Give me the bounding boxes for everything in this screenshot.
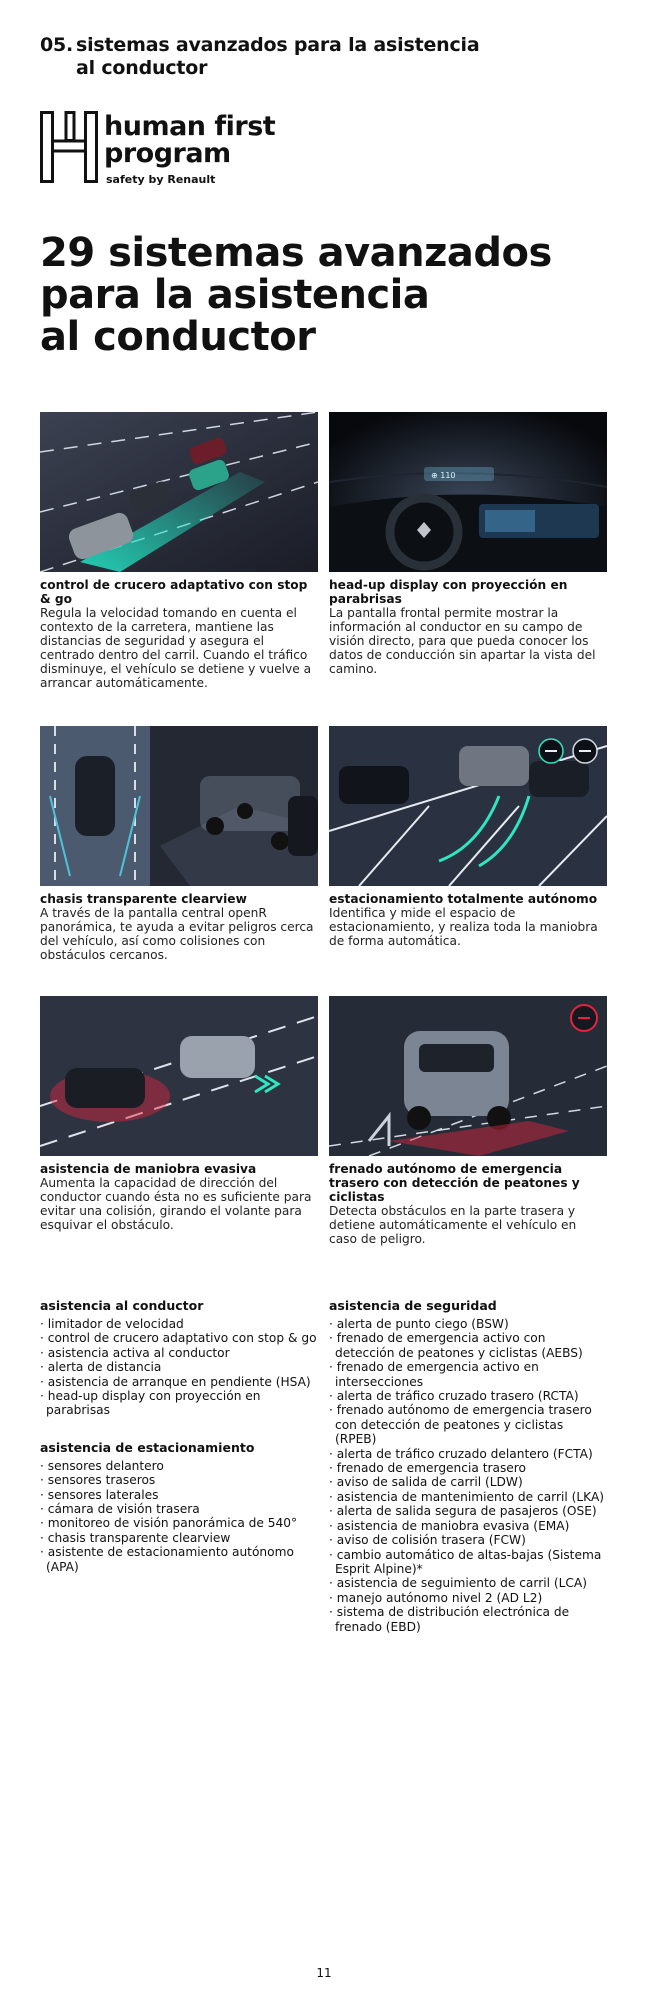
list-item: · sensores traseros bbox=[40, 1473, 318, 1487]
list-item: · alerta de tráfico cruzado trasero (RCTA) bbox=[329, 1389, 607, 1403]
logo-title bbox=[104, 113, 275, 167]
feature-title: chasis transparente clearview bbox=[40, 892, 247, 906]
list-item: · frenado de emergencia activo en intersecciones bbox=[329, 1360, 607, 1389]
list-item: · asistencia de seguimiento de carril (LCA) bbox=[329, 1576, 607, 1590]
list-item: · chasis transparente clearview bbox=[40, 1531, 318, 1545]
feature-title: frenado autónomo de emergencia trasero con detección de peatones y ciclistas bbox=[329, 1162, 580, 1204]
driver-assist-list bbox=[40, 1317, 318, 1418]
list-item: · alerta de salida segura de pasajeros (OSE) bbox=[329, 1504, 607, 1518]
logo-title-line2: program bbox=[104, 138, 231, 169]
feature-title: head-up display con proyección en parabrisas bbox=[329, 578, 568, 606]
section-title-line1: sistemas avanzados para la asistencia bbox=[76, 34, 480, 56]
feature-card-clearview bbox=[40, 726, 318, 962]
feature-card-evasive bbox=[40, 996, 318, 1232]
feature-description: Regula la velocidad tomando en cuenta el contexto de la carretera, mantiene las distancias de seguridad y asegura el centrado dentro del carril. Cuando el tráfico disminuye, el vehículo se detiene y vuelve a arrancar automáticamente. bbox=[40, 606, 312, 690]
headline-line1: 29 sistemas avanzados bbox=[40, 230, 552, 276]
clearview-chassis-illustration bbox=[40, 726, 318, 886]
section-title-line2: al conductor bbox=[76, 57, 208, 79]
list-item: · cambio automático de altas-bajas (Sistema Esprit Alpine)* bbox=[329, 1548, 607, 1577]
head-up-display-illustration bbox=[329, 412, 607, 572]
list-item: · frenado de emergencia activo con detección de peatones y ciclistas (AEBS) bbox=[329, 1331, 607, 1360]
list-item: · alerta de tráfico cruzado delantero (FCTA) bbox=[329, 1447, 607, 1461]
feature-title: control de crucero adaptativo con stop & go bbox=[40, 578, 308, 606]
section-header bbox=[40, 34, 600, 80]
list-item: · sensores delantero bbox=[40, 1459, 318, 1473]
feature-description: Detecta obstáculos en la parte trasera y detiene automáticamente el vehículo en caso de peligro. bbox=[329, 1204, 577, 1246]
list-item: · alerta de punto ciego (BSW) bbox=[329, 1317, 607, 1331]
feature-card-hud bbox=[329, 412, 607, 676]
driver-assist-heading: asistencia al conductor bbox=[40, 1298, 204, 1313]
list-item: · asistente de estacionamiento autónomo (APA) bbox=[40, 1545, 318, 1574]
list-item: · asistencia de mantenimiento de carril (LKA) bbox=[329, 1490, 607, 1504]
list-item: · head-up display con proyección en parabrisas bbox=[40, 1389, 318, 1418]
assist-lists-left bbox=[40, 1298, 318, 1574]
list-item: · asistencia de maniobra evasiva (EMA) bbox=[329, 1519, 607, 1533]
feature-description: A través de la pantalla central openR panorámica, te ayuda a evitar peligros cerca del vehículo, así como colisiones con obstáculos cercanos. bbox=[40, 906, 314, 962]
list-item: · asistencia activa al conductor bbox=[40, 1346, 318, 1360]
adaptive-cruise-illustration bbox=[40, 412, 318, 572]
assist-lists-right bbox=[329, 1298, 607, 1634]
list-item: · control de crucero adaptativo con stop & go bbox=[40, 1331, 318, 1345]
headline-line2: para la asistencia bbox=[40, 272, 430, 318]
feature-description: Identifica y mide el espacio de estacionamiento, y realiza toda la maniobra de forma automática. bbox=[329, 906, 598, 948]
feature-card-rear-aeb bbox=[329, 996, 607, 1246]
logo-subtitle: safety by Renault bbox=[106, 173, 216, 186]
safety-assist-list bbox=[329, 1317, 607, 1634]
human-first-program-logo bbox=[40, 111, 340, 189]
list-item: · limitador de velocidad bbox=[40, 1317, 318, 1331]
parking-assist-heading: asistencia de estacionamiento bbox=[40, 1439, 255, 1455]
list-item: · asistencia de arranque en pendiente (HSA) bbox=[40, 1375, 318, 1389]
logo-title-line1: human first bbox=[104, 111, 276, 142]
feature-card-parking bbox=[329, 726, 607, 948]
page-headline bbox=[40, 232, 600, 358]
list-item: · frenado de emergencia trasero bbox=[329, 1461, 607, 1475]
h-monogram-icon bbox=[40, 111, 98, 183]
list-item: · aviso de salida de carril (LDW) bbox=[329, 1475, 607, 1489]
list-item: · alerta de distancia bbox=[40, 1360, 318, 1374]
autonomous-parking-illustration bbox=[329, 726, 607, 886]
list-item: · sistema de distribución electrónica de frenado (EBD) bbox=[329, 1605, 607, 1634]
evasive-maneuver-illustration bbox=[40, 996, 318, 1156]
safety-assist-heading: asistencia de seguridad bbox=[329, 1298, 497, 1313]
list-item: · sensores laterales bbox=[40, 1488, 318, 1502]
list-item: · monitoreo de visión panorámica de 540° bbox=[40, 1516, 318, 1530]
parking-assist-list bbox=[40, 1459, 318, 1574]
feature-description: Aumenta la capacidad de dirección del conductor cuando ésta no es suficiente para evitar una colisión, girando el volante para esquivar el obstáculo. bbox=[40, 1176, 312, 1232]
feature-title: asistencia de maniobra evasiva bbox=[40, 1162, 257, 1176]
list-item: · frenado autónomo de emergencia trasero con detección de peatones y ciclistas (RPEB) bbox=[329, 1403, 607, 1446]
hud-readout: ⊕ 110 bbox=[431, 471, 456, 480]
list-item: · cámara de visión trasera bbox=[40, 1502, 318, 1516]
rear-emergency-braking-illustration bbox=[329, 996, 607, 1156]
section-number: 05. bbox=[40, 34, 74, 56]
feature-title: estacionamiento totalmente autónomo bbox=[329, 892, 598, 906]
list-item: · manejo autónomo nivel 2 (AD L2) bbox=[329, 1591, 607, 1605]
page-number: 11 bbox=[316, 1966, 332, 1980]
feature-card-acc bbox=[40, 412, 318, 690]
headline-line3: al conductor bbox=[40, 314, 316, 360]
list-item: · aviso de colisión trasera (FCW) bbox=[329, 1533, 607, 1547]
feature-description: La pantalla frontal permite mostrar la información al conductor en su campo de visión directo, para que pueda conocer los datos de conducción sin apartar la vista del camino. bbox=[329, 606, 596, 676]
